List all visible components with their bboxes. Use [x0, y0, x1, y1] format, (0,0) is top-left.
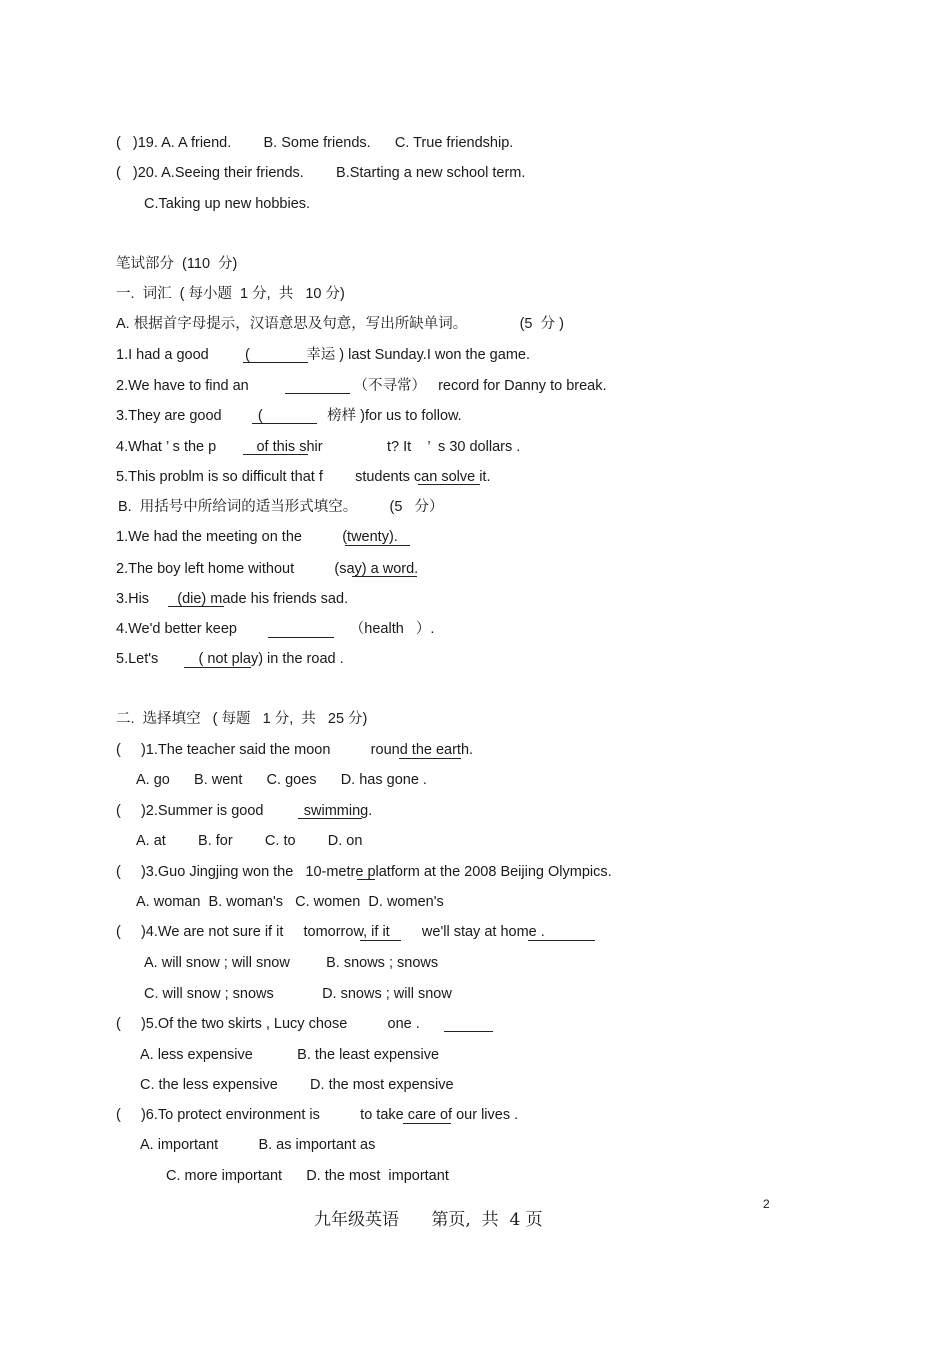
choice-1-stem: ( )1.The teacher said the moon round the earth.	[116, 742, 474, 758]
blank-line	[360, 940, 401, 941]
blank-line	[252, 423, 317, 424]
blank-line	[399, 758, 461, 759]
blank-line	[352, 576, 417, 577]
blank-line	[403, 1123, 451, 1124]
blank-line	[418, 484, 480, 485]
choice-3-stem: ( )3.Guo Jingjing won the 10-metre platform at the 2008 Beijing Olympics.	[116, 864, 612, 880]
blank-line	[243, 362, 308, 363]
choice-4-options-2: C. will snow ; snows D. snows ; will snow	[144, 986, 452, 1002]
blank-line	[285, 393, 350, 394]
blank-line	[444, 1031, 493, 1032]
choice-4-options-1: A. will snow ; will snow B. snows ; snows	[144, 955, 439, 971]
page-number: 2	[763, 1197, 770, 1211]
section-2-title: 二. 选择填空 ( 每题 1 分, 共 25 分)	[116, 711, 368, 727]
choice-2-stem: ( )2.Summer is good swimming.	[116, 803, 373, 819]
part-a-item-1: 1.I had a good ( 幸运 ) last Sunday.I won the game.	[116, 347, 530, 363]
choice-1-options: A. go B. went C. goes D. has gone .	[136, 772, 427, 788]
part-a-item-3: 3.They are good ( 榜样 )for us to follow.	[116, 408, 462, 424]
blank-line	[243, 454, 308, 455]
choice-4-stem: ( )4.We are not sure if it tomorrow, if it we'll stay at home .	[116, 924, 545, 940]
part-a-item-2: 2.We have to find an （不寻常） record for Danny to break.	[116, 378, 607, 394]
question-20-option-c: C.Taking up new hobbies.	[144, 196, 311, 212]
blank-line	[345, 545, 410, 546]
blank-line	[268, 637, 334, 638]
choice-6-options-2: C. more important D. the most important	[166, 1168, 449, 1184]
part-b-item-1: 1.We had the meeting on the (twenty).	[116, 529, 398, 545]
choice-3-options: A. woman B. woman's C. women D. women's	[136, 894, 444, 910]
section-1-title: 一. 词汇 ( 每小题 1 分, 共 10 分)	[116, 286, 345, 302]
page-footer: 九年级英语 第页, 共 4 页	[314, 1210, 543, 1230]
part-b-title: B. 用括号中所给词的适当形式填空。 (5 分）	[118, 499, 444, 515]
part-b-item-3: 3.His (die) made his friends sad.	[116, 591, 349, 607]
part-a-item-5: 5.This problm is so difficult that f students can solve it.	[116, 469, 491, 485]
choice-6-options-1: A. important B. as important as	[140, 1137, 376, 1153]
written-part-title: 笔试部分 (110 分)	[116, 256, 238, 272]
blank-line	[528, 940, 595, 941]
part-a-title: A. 根据首字母提示，汉语意思及句意，写出所缺单词。 (5 分 )	[116, 316, 564, 332]
part-b-item-5: 5.Let's ( not play) in the road .	[116, 651, 344, 667]
part-b-item-4: 4.We'd better keep （health ）.	[116, 621, 435, 637]
choice-5-options-1: A. less expensive B. the least expensive	[140, 1047, 440, 1063]
choice-2-options: A. at B. for C. to D. on	[136, 833, 363, 849]
question-20: ( )20. A.Seeing their friends. B.Starting a new school term.	[116, 165, 526, 181]
blank-line	[298, 818, 362, 819]
question-19: ( )19. A. A friend. B. Some friends. C. True friendship.	[116, 135, 514, 151]
blank-line	[184, 667, 251, 668]
blank-line	[168, 606, 224, 607]
choice-6-stem: ( )6.To protect environment is to take care of our lives .	[116, 1107, 519, 1123]
part-b-item-2: 2.The boy left home without (say) a word.	[116, 561, 419, 577]
choice-5-stem: ( )5.Of the two skirts , Lucy chose one .	[116, 1016, 420, 1032]
choice-5-options-2: C. the less expensive D. the most expensive	[140, 1077, 454, 1093]
blank-line	[357, 879, 375, 880]
part-a-item-4: 4.What ’ s the p of this shir t? It ’ s 30 dollars .	[116, 439, 521, 455]
